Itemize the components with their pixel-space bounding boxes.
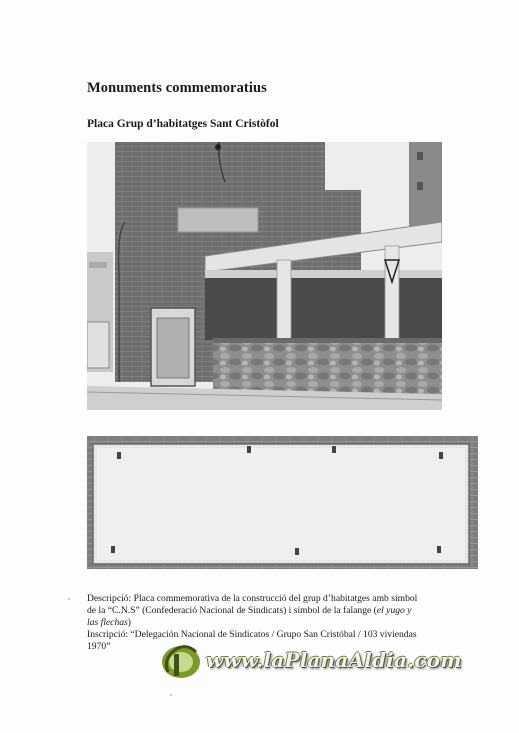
scan-speck xyxy=(170,694,172,696)
watermark-text: www.laPlanaAldia.com xyxy=(206,648,462,672)
caption-inscription: Inscripció: “Delegación Nacional de Sindicatos / Grupo San Cristóbal / 103 viviendas xyxy=(87,629,417,640)
caption-inscription-year: 1970” xyxy=(87,641,111,652)
caption-description-cont xyxy=(87,605,482,617)
laplana-logo-icon xyxy=(160,642,202,680)
caption-italic: el yugo y xyxy=(376,605,412,616)
caption-description-end xyxy=(87,617,482,629)
caption-description: Descripció: Placa commemorativa de la construcció del grup d’habitatges amb símbol xyxy=(87,593,418,604)
building-photo xyxy=(87,142,442,410)
site-watermark xyxy=(160,640,462,680)
section-subtitle: Placa Grup d’habitatges Sant Cristòfol xyxy=(87,118,279,130)
scan-speck xyxy=(68,598,70,600)
page-title: Monuments commemoratius xyxy=(87,80,267,96)
caption-italic: las flechas xyxy=(87,617,128,628)
caption-text: ) xyxy=(127,617,131,628)
caption-text: de la “C.N.S” (Confederació Nacional de Sindicats) i símbol de la falange ( xyxy=(87,605,377,616)
plaque-photo xyxy=(87,436,478,569)
